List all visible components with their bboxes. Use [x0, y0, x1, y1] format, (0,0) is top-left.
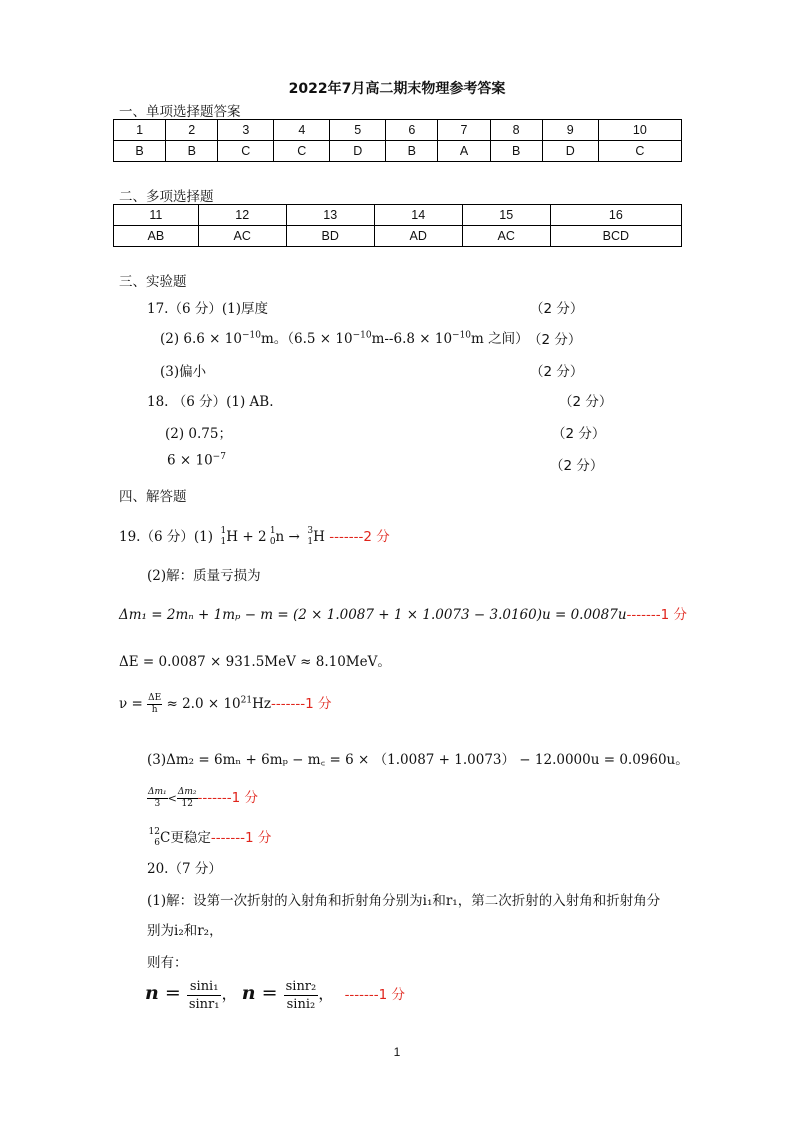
table-cell: A [438, 141, 490, 162]
table-cell: 15 [462, 205, 550, 226]
table-cell: B [114, 141, 166, 162]
q19-frequency-eq: ν = $\frac{\Delta E}{h}$ ≈ $2.0 \times 10^{21}Hz-------1$ 分 [119, 693, 332, 715]
q18-part2: (2) 0.75； [165, 426, 232, 442]
q19-compare: $\frac{\text{Δm₁}}{3}$ < $\frac{\text{Δm₂}}{12}$ -------1 分 [148, 787, 259, 809]
q18-score1: （2 分） [559, 394, 613, 410]
q20-line2: 别为i₂和r₂， [147, 923, 223, 939]
section1-heading: 一、单项选择题答案 [119, 104, 241, 120]
page-title: 2022年7月高二期末物理参考答案 [288, 81, 506, 97]
table-cell: AB [114, 226, 199, 247]
table-cell: C [218, 141, 274, 162]
table-cell: D [330, 141, 386, 162]
q19-score3: -------1 分 [270, 696, 332, 712]
table-cell: 5 [330, 120, 386, 141]
table-cell: BCD [550, 226, 681, 247]
q17-part2: (2) $6.6 \times 10^{-10}m$。（$6.5 \times 10^{-10}m--6.8 \times 10^{-10}m$ 之间） [160, 330, 529, 347]
q19-score2: -------1 分 [626, 607, 687, 623]
table-cell: AC [462, 226, 550, 247]
table-cell: B [386, 141, 438, 162]
table-cell: 13 [286, 205, 374, 226]
section4-heading: 四、解答题 [119, 489, 187, 505]
table-cell: 11 [114, 205, 199, 226]
q17-score1: （2 分） [530, 301, 584, 317]
table-cell: 4 [274, 120, 330, 141]
table-row [114, 226, 682, 247]
q18-score2: （2 分） [552, 426, 606, 442]
table-cell: AC [198, 226, 286, 247]
q17-score3: （2 分） [530, 364, 584, 380]
q18-score3: （2 分） [550, 458, 604, 474]
table-cell: 14 [374, 205, 462, 226]
table-cell: B [166, 141, 218, 162]
q20-line3: 则有： [147, 955, 188, 971]
q17-part1: 17.（6 分）(1)厚度 [147, 301, 268, 317]
table-cell: AD [374, 226, 462, 247]
table-row [114, 120, 682, 141]
q19-part3-eq: (3)Δm₂ = 6mₙ + 6mₚ − m꜀ = 6 × （1.0087 + 1.0073） − 12.0000u = 0.0960u。 [147, 752, 689, 768]
q18-part1: 18. （6 分）(1) AB. [147, 394, 274, 410]
multi-choice-table [113, 204, 682, 247]
table-row [114, 141, 682, 162]
q20-heading: 20.（7 分） [147, 861, 222, 877]
table-cell: D [542, 141, 598, 162]
table-cell: 12 [198, 205, 286, 226]
table-cell: 10 [598, 120, 681, 141]
section2-heading: 二、多项选择题 [119, 189, 214, 205]
q19-score1: -------2 分 [329, 529, 390, 545]
table-cell: 16 [550, 205, 681, 226]
q20-refraction-eq: n = $\frac{\text{sini₁}}{\text{sinr₁}}$ ， n = $\frac{\text{sinr₂}}{\text{sini₂}}$ ， -------1 分 [145, 979, 406, 1012]
table-cell: BD [286, 226, 374, 247]
single-choice-table [113, 119, 682, 162]
q19-conclusion: 12 6 C更稳定-------1 分 [148, 827, 272, 848]
q20-score1: -------1 分 [344, 987, 406, 1003]
q17-score2: （2 分） [528, 332, 582, 348]
q19-score5: -------1 分 [210, 830, 272, 846]
table-cell: 1 [114, 120, 166, 141]
q17-part3: (3)偏小 [160, 364, 207, 380]
table-cell: 3 [218, 120, 274, 141]
q19-mass-defect-eq: Δm₁ = 2mₙ + 1mₚ − m = (2 × 1.0087 + 1 × 1.0073 − 3.0160)u = 0.0087u-------1 分 [119, 607, 687, 623]
q20-line1: (1)解：设第一次折射的入射角和折射角分别为i₁和r₁，第二次折射的入射角和折射角分 [147, 893, 661, 909]
table-cell: C [274, 141, 330, 162]
q19-energy-eq: ΔE = 0.0087 × 931.5MeV ≈ 8.10MeV。 [119, 654, 391, 670]
table-cell: 2 [166, 120, 218, 141]
q19-part1: 19.（6 分）(1) 1 1 H + 2 1 0 n → 3 1 H -------2 分 [119, 526, 390, 547]
table-cell: 6 [386, 120, 438, 141]
page-number: 1 [393, 1045, 401, 1059]
table-cell: 8 [490, 120, 542, 141]
q19-score4: -------1 分 [197, 790, 259, 806]
table-cell: 7 [438, 120, 490, 141]
table-row [114, 205, 682, 226]
q19-part2-intro: (2)解：质量亏损为 [147, 568, 261, 584]
table-cell: C [598, 141, 681, 162]
table-cell: 9 [542, 120, 598, 141]
table-cell: B [490, 141, 542, 162]
section3-heading: 三、实验题 [119, 274, 187, 290]
q18-part3: $6 \times 10^{-7}$ [167, 452, 226, 469]
